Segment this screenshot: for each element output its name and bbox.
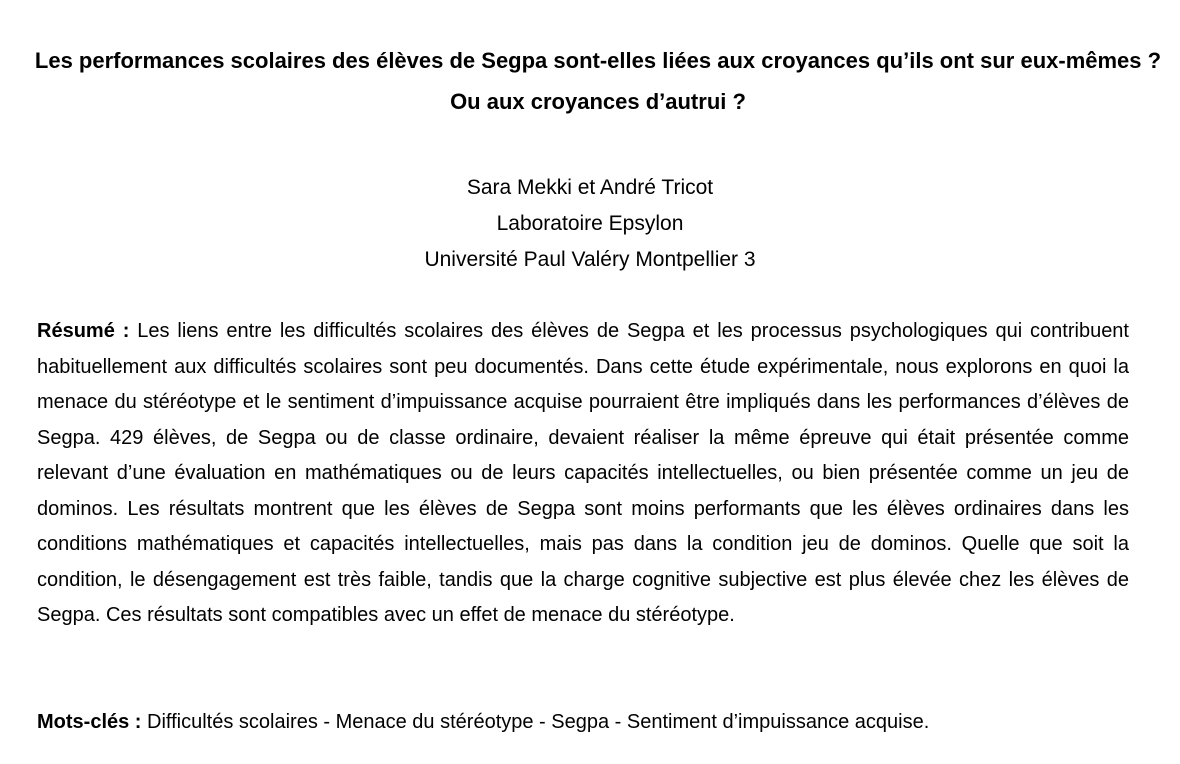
- affiliation-lab: Laboratoire Epsylon: [496, 212, 684, 235]
- keywords-text: Difficultés scolaires - Menace du stéréotype - Segpa - Sentiment d’impuissance acquise.: [141, 711, 930, 733]
- abstract-text: Les liens entre les difficultés scolaires des élèves de Segpa et les processus psychologiques qui contribuent habituellement aux difficultés scolaires sont peu documentés. Dans cette étude expérimentale, nous explorons en quoi la menace du stéréotype et le sentiment d’impuissance acquise pourraient être impliqués dans les performances d’élèves de Segpa. 429 élèves, de Segpa ou de classe ordinaire, devaient réaliser la même épreuve qui était présentée comme relevant d’une évaluation en mathématiques ou de leurs capacités intellectuelles, ou bien présentée comme un jeu de dominos. Les résultats montrent que les élèves de Segpa sont moins performants que les élèves ordinaires dans les conditions mathématiques et capacités intellectuelles, mais pas dans la condition jeu de dominos. Quelle que soit la condition, le désengagement est très faible, tandis que la charge cognitive subjective est plus élevée chez les élèves de Segpa. Ces résultats sont compatibles avec un effet de menace du stéréotype.: [37, 320, 1129, 626]
- keywords-label: Mots-clés :: [37, 711, 142, 733]
- paper-title: Les performances scolaires des élèves de Segpa sont-elles liées aux croyances qu’ils ont sur eux-mêmes ? Ou aux croyances d’autrui ?: [34, 48, 1162, 114]
- affiliation-university: Université Paul Valéry Montpellier 3: [424, 248, 756, 271]
- abstract-paragraph: [37, 314, 1129, 634]
- keywords-line: [37, 704, 1140, 740]
- authors-line: Sara Mekki et André Tricot: [466, 176, 714, 199]
- abstract-label: Résumé :: [37, 320, 130, 342]
- author-block: [0, 170, 1180, 278]
